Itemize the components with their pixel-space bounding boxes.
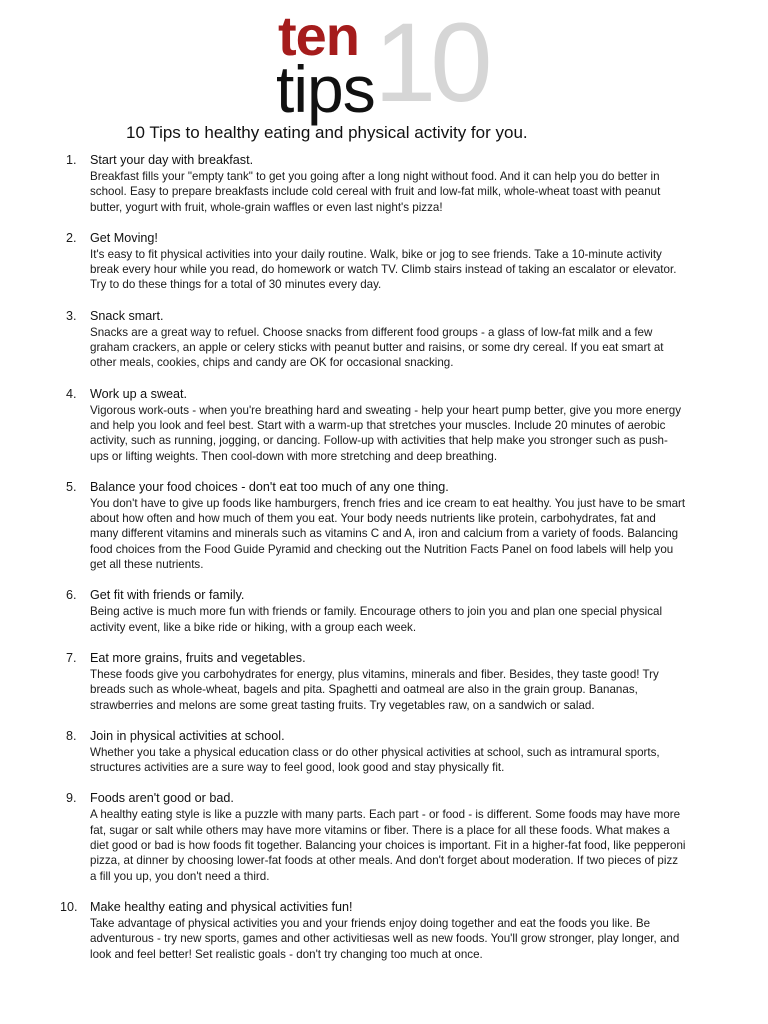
tip-number: 4. bbox=[66, 386, 77, 401]
tip-title: Get fit with friends or family. bbox=[90, 588, 245, 603]
logo-tips-word: tips bbox=[276, 52, 375, 126]
tip-title: Foods aren't good or bad. bbox=[90, 791, 234, 806]
tip-item bbox=[60, 728, 686, 776]
tip-item bbox=[60, 152, 686, 215]
tip-number: 9. bbox=[66, 791, 77, 806]
tip-body: Whether you take a physical education class or do other physical activities at school, such as intramural sports, structures activities are a sure way to feel good, look good and stay physically fit. bbox=[90, 745, 660, 775]
tip-body: Vigorous work-outs - when you're breathing hard and sweating - help your heart pump better, give you more energy and help you look and feel best. Start with a warm-up that stretches your muscles. Include 20 minutes of aerobic activity, such as running, jogging, or dancing. Follow-up with activities that help make you stronger such as push-ups or lifting weights. Then cool-down with more stretching and deep breathing. bbox=[90, 403, 682, 463]
tip-item bbox=[60, 479, 686, 572]
tip-item bbox=[60, 386, 686, 464]
tip-item bbox=[60, 308, 686, 371]
tip-number: 6. bbox=[66, 588, 77, 603]
tip-item bbox=[60, 790, 686, 883]
tip-number: 7. bbox=[66, 650, 77, 665]
page-subtitle: 10 Tips to healthy eating and physical activity for you. bbox=[126, 123, 528, 142]
ten-tips-logo bbox=[270, 0, 520, 126]
tip-title: Start your day with breakfast. bbox=[90, 153, 254, 167]
tip-title: Get Moving! bbox=[90, 230, 158, 245]
tip-body: These foods give you carbohydrates for energy, plus vitamins, minerals and fiber. Besides, they taste good! Try breads such as whole-wheat, bagels and pita. Spaghetti and oatmeal are also in the grain group. Bananas, strawberries and melons are some great tasting fruits. Try vegetables raw, on a sandwich or salad. bbox=[90, 667, 659, 712]
logo-number: 10 bbox=[374, 0, 487, 125]
tip-title: Work up a sweat. bbox=[90, 386, 188, 401]
tip-number: 10. bbox=[60, 899, 78, 914]
tip-number: 8. bbox=[66, 728, 77, 743]
tip-title: Eat more grains, fruits and vegetables. bbox=[90, 650, 306, 665]
tip-number: 5. bbox=[66, 479, 77, 494]
tip-body: It's easy to fit physical activities into your daily routine. Walk, bike or jog to see friends. Take a 10-minute activity break every hour while you read, do homework or watch TV. Climb stairs instead of taking an escalator or elevator. Try to do these things for a total of 30 minutes every day. bbox=[90, 247, 677, 292]
tip-title: Join in physical activities at school. bbox=[90, 728, 285, 743]
tip-body: You don't have to give up foods like hamburgers, french fries and ice cream to eat healthy. You just have to be smart about how often and how much of them you eat. Your body needs nutrients like protein, carbohydrates, fat and many different vitamins and minerals such as vitamins C and A, iron and calcium from a variety of foods. Balancing food choices from the Food Guide Pyramid and checking out the Nutrition Facts Panel on food labels will help you get all these nutrients. bbox=[90, 496, 686, 572]
tip-item bbox=[60, 230, 686, 293]
tip-body: Take advantage of physical activities you and your friends enjoy doing together and eat the foods you like. Be adventurous - try new sports, games and other activitiesas well as new foods. You'll grow stronger, play longer, and look and feel better! Set realistic goals - don't try changing too much at once. bbox=[90, 916, 680, 961]
tip-body: A healthy eating style is like a puzzle with many parts. Each part - or food - is different. Some foods may have more fat, sugar or salt while others may have more vitamins or fiber. There is a place for all these foods. What makes a diet good or bad is how foods fit together. Balancing your choices is important. Fit in a higher-fat food, like pepperoni pizza, at dinner by choosing lower-fat foods at other meals. And don't forget about moderation. If two pieces of pizz a fill you up, you don't need a third. bbox=[90, 808, 686, 883]
logo-ten-word: ten bbox=[278, 4, 359, 67]
tip-body: Being active is much more fun with friends or family. Encourage others to join you and plan one special physical activity event, like a bike ride or hiking, with a group each week. bbox=[90, 605, 663, 634]
tip-item bbox=[60, 899, 686, 962]
tip-number: 3. bbox=[66, 308, 77, 323]
tip-title: Snack smart. bbox=[90, 308, 164, 323]
tip-body: Snacks are a great way to refuel. Choose snacks from different food groups - a glass of low-fat milk and a few graham crackers, an apple or celery sticks with peanut butter and raisins, or some dry cereal. If you eat smart at other meals, cookies, chips and candy are OK for occasional snacking. bbox=[90, 325, 664, 370]
tip-body: Breakfast fills your "empty tank" to get you going after a long night without food. And it can help you do better in school. Easy to prepare breakfasts include cold cereal with fruit and low-fat milk, whole-wheat toast with peanut butter, yogurt with fruit, whole-grain waffles or even last night's pizza! bbox=[90, 170, 661, 214]
tip-title: Make healthy eating and physical activities fun! bbox=[90, 899, 353, 914]
tip-number: 1. bbox=[66, 153, 77, 167]
tip-title: Balance your food choices - don't eat too much of any one thing. bbox=[90, 479, 449, 494]
tip-item bbox=[60, 650, 686, 713]
tip-number: 2. bbox=[66, 230, 77, 245]
tip-item bbox=[60, 587, 686, 635]
tips-list bbox=[60, 152, 686, 962]
